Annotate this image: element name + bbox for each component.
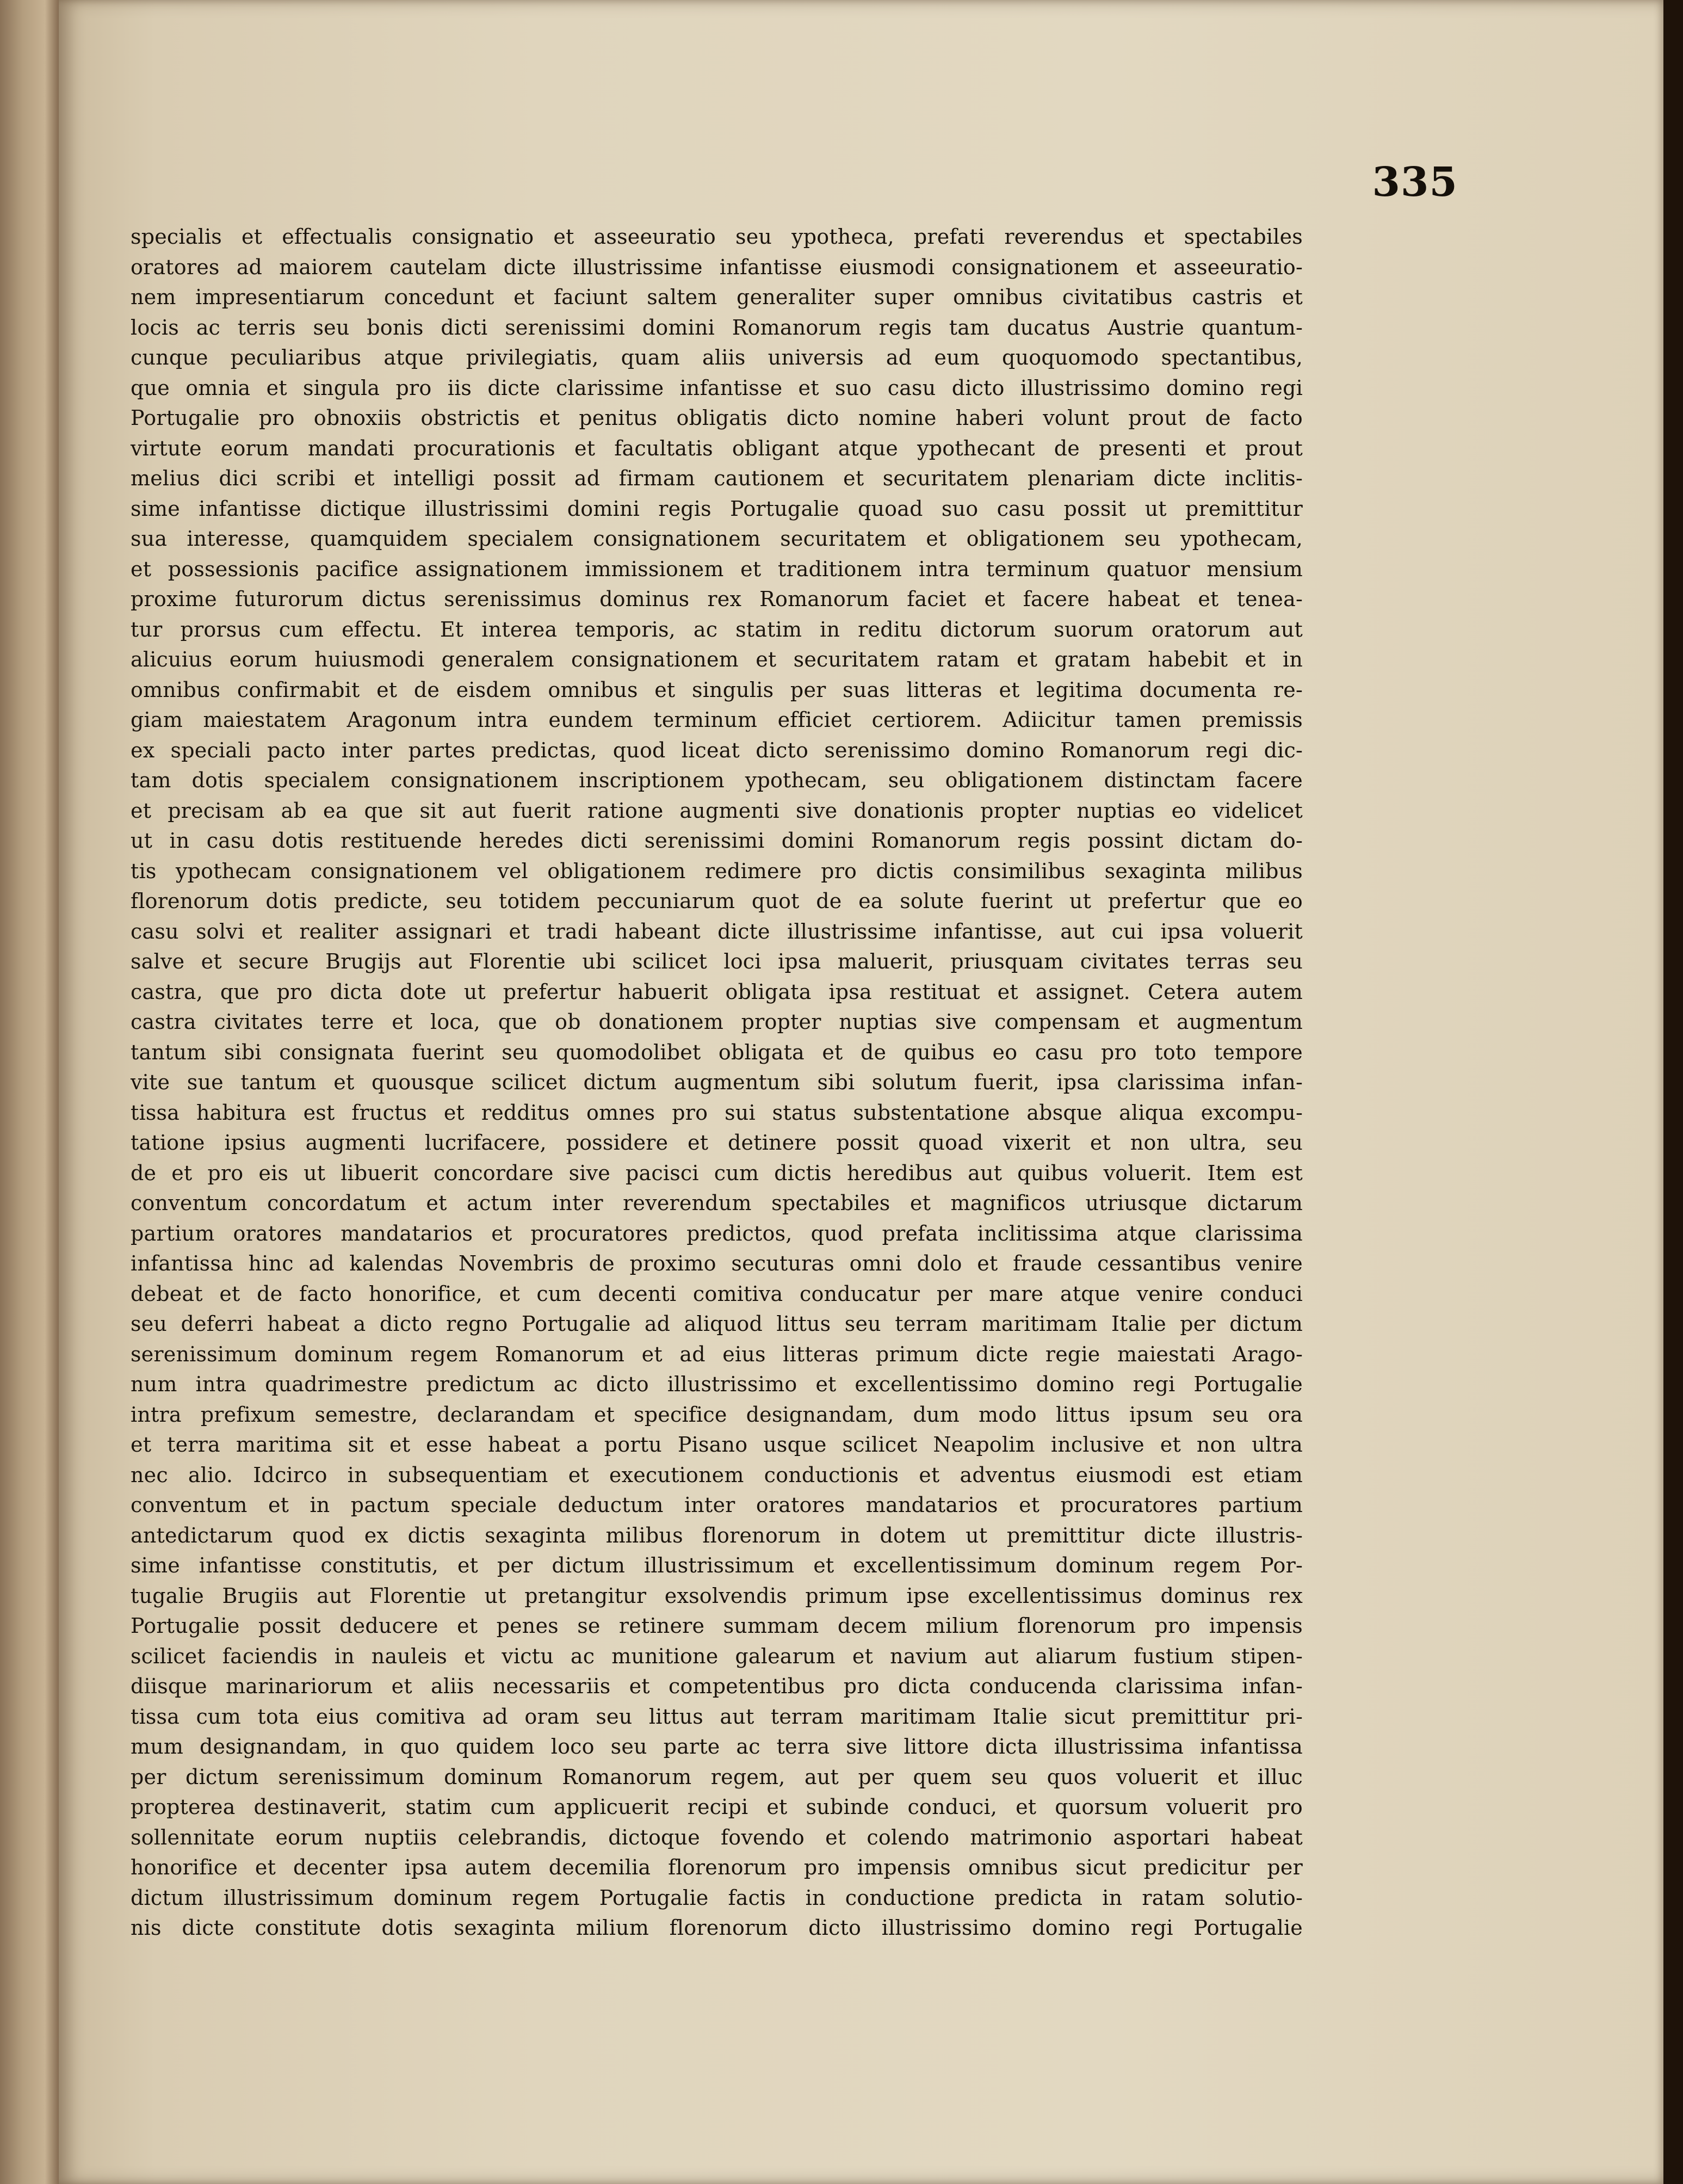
text-line: per dictum serenissimum dominum Romanorum regem, aut per quem seu quos voluerit et illuc [131, 1765, 1303, 1789]
text-line: honorifice et decenter ipsa autem decemilia florenorum pro impensis omnibus sicut predicitur per [131, 1855, 1303, 1879]
text-line: nem impresentiarum concedunt et faciunt saltem generaliter super omnibus civitatibus castris et [131, 285, 1303, 309]
text-line: sua interesse, quamquidem specialem consignationem securitatem et obligationem seu ypothecam, [131, 527, 1303, 551]
text-line: partium oratores mandatarios et procuratores predictos, quod prefata inclitissima atque clarissima [131, 1221, 1303, 1245]
text-line: sollennitate eorum nuptiis celebrandis, dictoque fovendo et colendo matrimonio asportari habeat [131, 1825, 1303, 1849]
text-line: tissa cum tota eius comitiva ad oram seu littus aut terram maritimam Italie sicut premittitur pri- [131, 1704, 1303, 1729]
text-line: num intra quadrimestre predictum ac dicto illustrissimo et excellentissimo domino regi Portugalie [131, 1372, 1303, 1396]
text-line: ut in casu dotis restituende heredes dicti serenissimi domini Romanorum regis possint dictam do- [131, 829, 1303, 853]
text-line: tissa habitura est fructus et redditus omnes pro sui status substentatione absque aliqua excompu- [131, 1100, 1303, 1125]
text-line: infantissa hinc ad kalendas Novembris de proximo secuturas omni dolo et fraude cessantibus venire [131, 1251, 1303, 1275]
page-number: 335 [1372, 159, 1458, 206]
text-line: Portugalie pro obnoxiis obstrictis et penitus obligatis dicto nomine haberi volunt prout de facto [131, 406, 1303, 430]
previous-page-edge [0, 0, 64, 2184]
text-line: de et pro eis ut libuerit concordare sive pacisci cum dictis heredibus aut quibus voluerit. Item est [131, 1161, 1303, 1185]
text-line: tantum sibi consignata fuerint seu quomodolibet obligata et de quibus eo casu pro toto tempore [131, 1040, 1303, 1064]
text-line: intra prefixum semestre, declarandam et specifice designandam, dum modo littus ipsum seu ora [131, 1402, 1303, 1427]
text-line: conventum et in pactum speciale deductum inter oratores mandatarios et procuratores partium [131, 1493, 1303, 1517]
text-line: Portugalie possit deducere et penes se retinere summam decem milium florenorum pro impensis [131, 1614, 1303, 1638]
text-line: melius dici scribi et intelligi possit ad firmam cautionem et securitatem plenariam dicte inclitis- [131, 466, 1303, 490]
text-line: antedictarum quod ex dictis sexaginta milibus florenorum in dotem ut premittitur dicte illustris- [131, 1523, 1303, 1547]
text-line: propterea destinaverit, statim cum applicuerit recipi et subinde conduci, et quorsum voluerit pro [131, 1795, 1303, 1819]
text-line: tis ypothecam consignationem vel obligationem redimere pro dictis consimilibus sexaginta milibus [131, 859, 1303, 883]
text-line: tam dotis specialem consignationem inscriptionem ypothecam, seu obligationem distinctam facere [131, 768, 1303, 792]
text-line: dictum illustrissimum dominum regem Portugalie factis in conductione predicta in ratam solutio- [131, 1885, 1303, 1910]
text-line: seu deferri habeat a dicto regno Portugalie ad aliquod littus seu terram maritimam Italie per dictum [131, 1312, 1303, 1336]
text-line: et possessionis pacifice assignationem immissionem et traditionem intra terminum quatuor mensium [131, 557, 1303, 581]
text-line: florenorum dotis predicte, seu totidem peccuniarum quot de ea solute fuerint ut prefertur que eo [131, 889, 1303, 913]
text-line: castra, que pro dicta dote ut prefertur habuerit obligata ipsa restituat et assignet. Cetera autem [131, 979, 1303, 1004]
body-text [131, 222, 1303, 1944]
text-line: virtute eorum mandati procurationis et facultatis obligant atque ypothecant de presenti et prout [131, 436, 1303, 460]
text-line: proxime futurorum dictus serenissimus dominus rex Romanorum faciet et facere habeat et tenea- [131, 587, 1303, 611]
text-line: salve et secure Brugijs aut Florentie ubi scilicet loci ipsa maluerit, priusquam civitates terras seu [131, 949, 1303, 973]
text-line: locis ac terris seu bonis dicti serenissimi domini Romanorum regis tam ducatus Austrie quantum- [131, 315, 1303, 340]
text-line: tur prorsus cum effectu. Et interea temporis, ac statim in reditu dictorum suorum oratorum aut [131, 617, 1303, 641]
text-line: sime infantisse constitutis, et per dictum illustrissimum et excellentissimum dominum regem Por- [131, 1553, 1303, 1577]
text-line: specialis et effectualis consignatio et asseeuratio seu ypotheca, prefati reverendus et spectabiles [131, 225, 1303, 249]
text-line: scilicet faciendis in nauleis et victu ac munitione galearum et navium aut aliarum fustium stipen- [131, 1644, 1303, 1668]
text-line: nec alio. Idcirco in subsequentiam et executionem conductionis et adventus eiusmodi est etiam [131, 1463, 1303, 1487]
text-line: que omnia et singula pro iis dicte clarissime infantisse et suo casu dicto illustrissimo domino regi [131, 375, 1303, 400]
text-line: nis dicte constitute dotis sexaginta milium florenorum dicto illustrissimo domino regi Portugalie [131, 1916, 1303, 1940]
text-line: cunque peculiaribus atque privilegiatis, quam aliis universis ad eum quoquomodo spectantibus, [131, 346, 1303, 369]
text-line: vite sue tantum et quousque scilicet dictum augmentum sibi solutum fuerit, ipsa clarissima infan- [131, 1070, 1303, 1094]
text-line: serenissimum dominum regem Romanorum et ad eius litteras primum dicte regie maiestati Arago- [131, 1342, 1303, 1366]
text-line: sime infantisse dictique illustrissimi domini regis Portugalie quoad suo casu possit ut premittitur [131, 496, 1303, 521]
text-line: giam maiestatem Aragonum intra eundem terminum efficiet certiorem. Adiicitur tamen premissis [131, 708, 1303, 732]
text-line: omnibus confirmabit et de eisdem omnibus et singulis per suas litteras et legitima documenta re- [131, 677, 1303, 702]
text-line: alicuius eorum huiusmodi generalem consignationem et securitatem ratam et gratam habebit et in [131, 647, 1303, 671]
text-line: tatione ipsius augmenti lucrifacere, possidere et detinere possit quoad vixerit et non ultra, seu [131, 1131, 1303, 1155]
text-line: casu solvi et realiter assignari et tradi habeant dicte illustrissime infantisse, aut cui ipsa voluerit [131, 919, 1303, 943]
text-line: debeat et de facto honorifice, et cum decenti comitiva conducatur per mare atque venire conduci [131, 1281, 1303, 1306]
text-line: et precisam ab ea que sit aut fuerit ratione augmenti sive donationis propter nuptias eo videlicet [131, 798, 1303, 823]
text-line: conventum concordatum et actum inter reverendum spectabiles et magnificos utriusque dictarum [131, 1191, 1303, 1215]
scan-right-edge [1663, 0, 1683, 2184]
text-line: oratores ad maiorem cautelam dicte illustrissime infantisse eiusmodi consignationem et asseeuratio- [131, 255, 1303, 279]
text-line: mum designandam, in quo quidem loco seu parte ac terra sive littore dicta illustrissima infantissa [131, 1735, 1303, 1759]
text-line: diisque marinariorum et aliis necessariis et competentibus pro dicta conducenda clarissima infan- [131, 1674, 1303, 1698]
text-line: castra civitates terre et loca, que ob donationem propter nuptias sive compensam et augmentum [131, 1010, 1303, 1034]
text-line: ex speciali pacto inter partes predictas, quod liceat dicto serenissimo domino Romanorum regi dic- [131, 738, 1303, 762]
text-line: et terra maritima sit et esse habeat a portu Pisano usque scilicet Neapolim inclusive et non ultra [131, 1433, 1303, 1457]
text-line: tugalie Brugiis aut Florentie ut pretangitur exsolvendis primum ipse excellentissimus dominus rex [131, 1583, 1303, 1608]
